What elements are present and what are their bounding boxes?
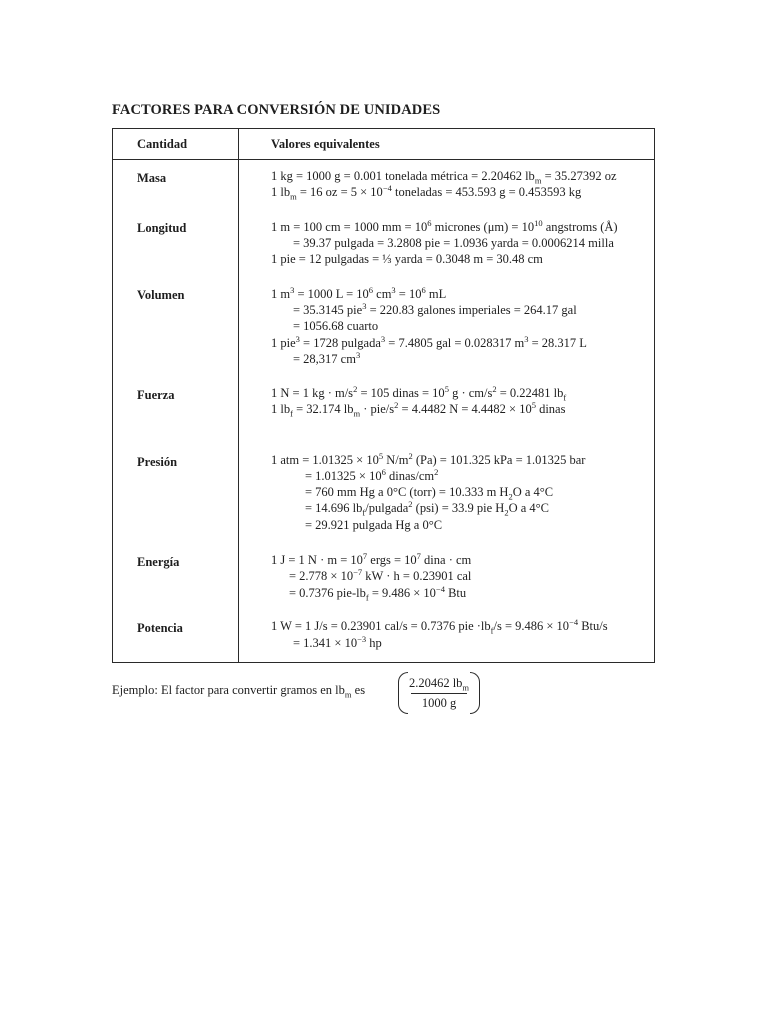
header-divider	[113, 159, 654, 160]
quantity-volume: Volumen	[137, 288, 185, 302]
page-title: FACTORES PARA CONVERSIÓN DE UNIDADES	[112, 102, 441, 118]
equivalence-line: = 39.37 pulgada = 3.2808 pie = 1.0936 yarda = 0.0006214 milla	[293, 236, 614, 250]
equivalence-line: 1 $lb_f = 32.174$ $lb_m \cdot pie/s^2 = 4.4482$ $N = 4.4482 \times 10^5$ dinas	[271, 399, 566, 419]
equivalence-line: 1 atm = $1.01325 \times 10^5$ $N/m^2$ (Pa) = 101.325 kPa = 1.01325 bar	[271, 450, 586, 467]
quantity-length: Longitud	[137, 221, 187, 235]
equivalence-line: = 14.696 $lb_f/pulgada^2$ (psi) = 33.9 pie $H_2O$ a 4°C	[305, 498, 549, 518]
equivalence-line: 1 N = 1 kg · $m/s^2 = 105$ dinas = $10^5$ $g \cdot cm/s^2 = 0.22481$ $lb_f$	[271, 383, 567, 403]
equivalence-line: = $2.778 \times 10^{-7}$ kW · h = 0.23901 cal	[289, 566, 472, 583]
equivalence-line: = 0.7376 pie-$lb_f = 9.486 \times 10^{-4}$ Btu	[289, 583, 467, 603]
equivalence-line: 1 J = 1 $N \cdot m = 10^7$ ergs = $10^7$ dina · cm	[271, 550, 472, 567]
equivalence-line: = 1056.68 cuarto	[293, 319, 379, 333]
equivalence-line: = 28,317 $cm^3$	[293, 349, 361, 366]
equivalence-line: = 760 mm Hg a 0°C (torr) = 10.333 m $H_2O$ a 4°C	[305, 485, 554, 502]
equivalence-line: 1 m = 100 cm = 1000 mm = $10^6$ micrones $(\mu m) = 10^{10}$ angstroms (Å)	[271, 217, 618, 234]
fraction-bar	[411, 693, 467, 694]
conversion-table	[112, 128, 655, 663]
header-values: Valores equivalentes	[271, 137, 380, 151]
example-text: Ejemplo: El factor para convertir gramos en $lb_m$ es	[112, 683, 366, 700]
equivalence-line: 1 W = 1 J/s = 0.23901 cal/s = 0.7376 pie $\cdot lb_f/s = 9.486 \times 10^{-4}$ Btu/s	[271, 616, 608, 636]
equivalence-line: 1 $lb_m = 16$ oz = $5 \times 10^{-4}$ toneladas = 453.593 g = 0.453593 kg	[271, 182, 582, 202]
fraction-numerator: 2.20462 $lb_m$	[408, 676, 470, 693]
equivalence-line: = $1.01325 \times 10^6$ dinas/$cm^2$	[305, 466, 439, 483]
right-parenthesis	[470, 672, 480, 714]
quantity-mass: Masa	[137, 171, 167, 185]
equivalence-line: = $1.341 \times 10^{-3}$ hp	[293, 633, 382, 650]
column-divider	[238, 129, 239, 662]
quantity-force: Fuerza	[137, 388, 175, 402]
header-quantity: Cantidad	[137, 137, 188, 151]
equivalence-line: = 29.921 pulgada Hg a 0°C	[305, 518, 443, 532]
equivalence-line: 1 $m^3 = 1000$ $L = 10^6$ $cm^3 = 10^6$ mL	[271, 284, 447, 301]
equivalence-line: 1 pie = 12 pulgadas = ⅓ yarda = 0.3048 m = 30.48 cm	[271, 252, 543, 266]
quantity-energy: Energía	[137, 555, 180, 569]
equivalence-line: 1 kg = 1000 g = 0.001 tonelada métrica = 2.20462 $lb_m = 35.27392$ oz	[271, 169, 617, 186]
quantity-power: Potencia	[137, 621, 183, 635]
equivalence-line: 1 pie$^3$ = 1728 pulgada$^3$ = 7.4805 gal = 0.028317 $m^3 = 28.317$ L	[271, 333, 587, 350]
left-parenthesis	[398, 672, 408, 714]
fraction-denominator: 1000 g	[421, 696, 457, 710]
quantity-pressure: Presión	[137, 455, 178, 469]
example-fraction	[398, 672, 480, 714]
equivalence-line: = 35.3145 pie$^3$ = 220.83 galones imperiales = 264.17 gal	[293, 300, 577, 317]
